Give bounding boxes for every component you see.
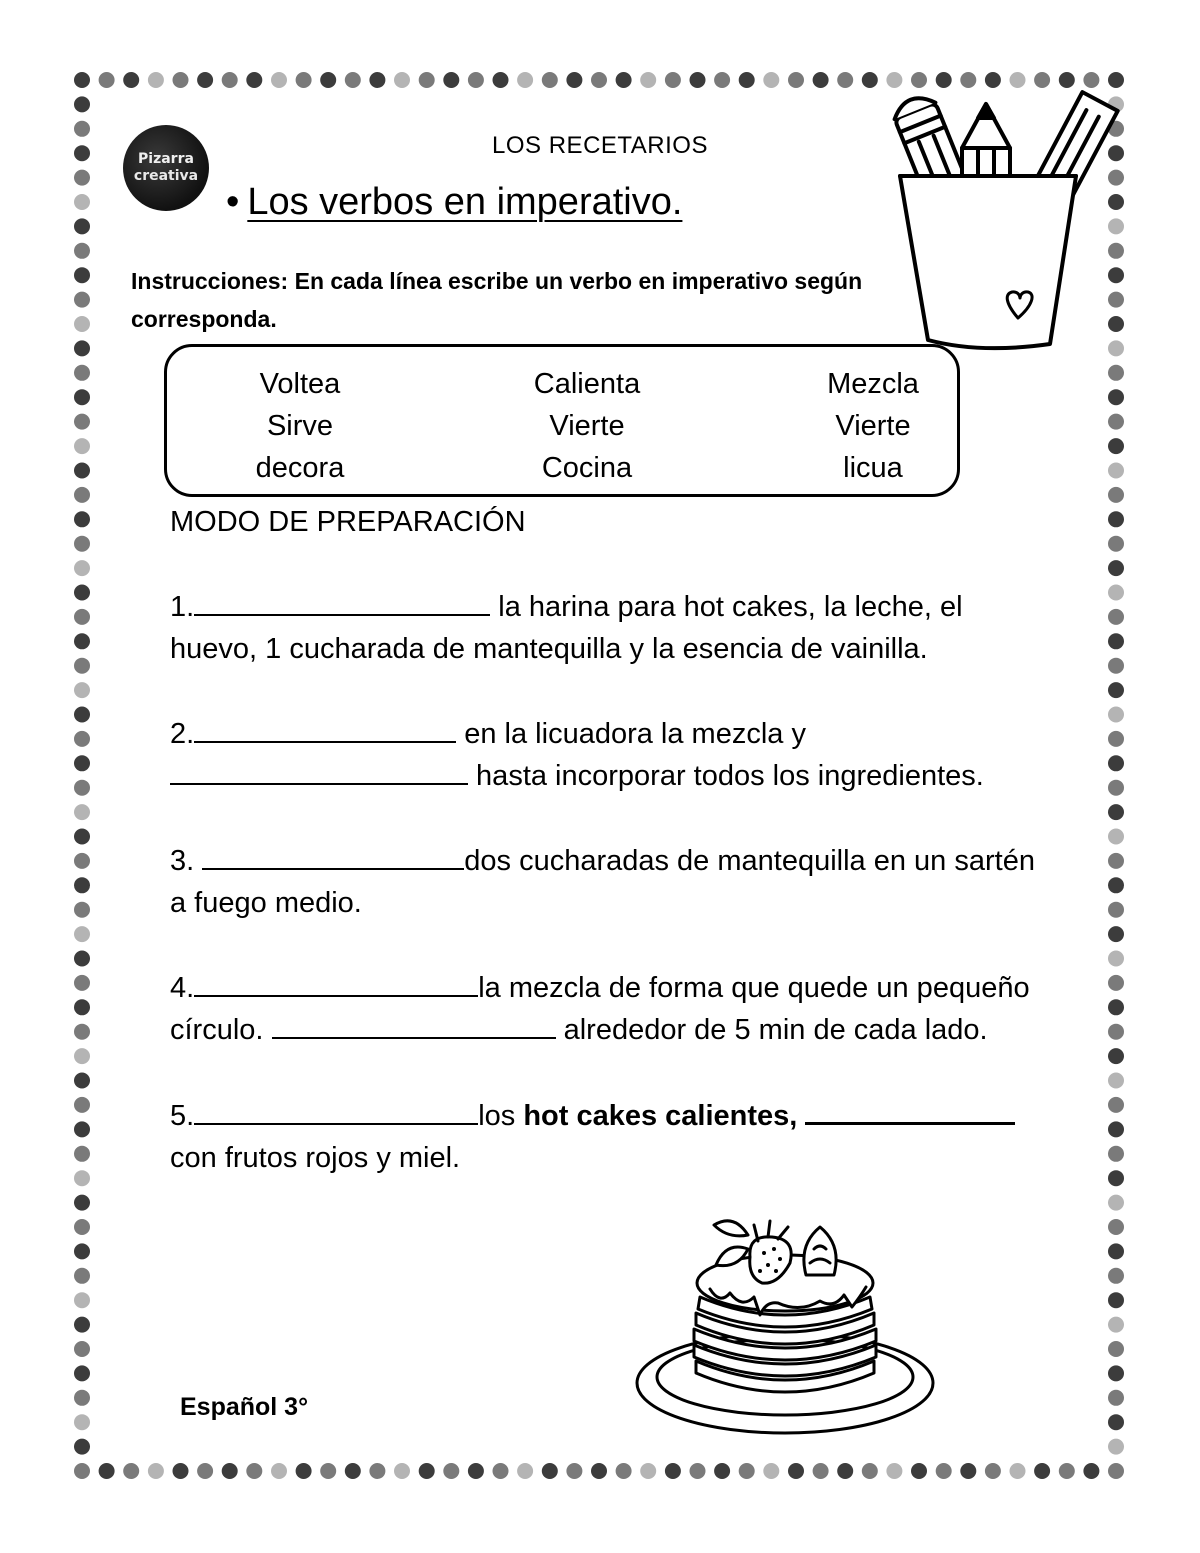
step-text: la mezcla de forma que quede un pequeño círculo. [170, 971, 1030, 1046]
frame-dot [74, 658, 90, 674]
frame-dot [1108, 829, 1124, 845]
frame-dot [1108, 487, 1124, 503]
frame-dot [74, 1390, 90, 1406]
frame-dot [1108, 1243, 1124, 1259]
frame-dot [1108, 438, 1124, 454]
frame-dot [74, 1121, 90, 1137]
answer-blank[interactable] [170, 755, 468, 785]
frame-dot [1108, 999, 1124, 1015]
frame-dot [763, 1463, 779, 1479]
frame-dot [74, 780, 90, 796]
page-header: LOS RECETARIOS [492, 132, 708, 159]
frame-dot [74, 218, 90, 234]
frame-dot [1059, 72, 1075, 88]
frame-dot [173, 1463, 189, 1479]
answer-blank[interactable] [202, 840, 464, 870]
verb-column-2 [487, 363, 687, 489]
frame-dot [1108, 877, 1124, 893]
frame-dot [837, 1463, 853, 1479]
frame-dot [886, 72, 902, 88]
frame-dot [1034, 1463, 1050, 1479]
frame-dot [74, 926, 90, 942]
step-number: 5. [170, 1099, 195, 1132]
verb-word: Vierte [835, 410, 911, 442]
frame-dot [1108, 72, 1124, 88]
frame-dot [197, 1463, 213, 1479]
step-text: dos cucharadas de mantequilla en un sartén a fuego medio. [170, 844, 1035, 919]
frame-dot [1108, 707, 1124, 723]
frame-dot [640, 72, 656, 88]
answer-blank[interactable] [805, 1094, 1015, 1125]
frame-dot [591, 72, 607, 88]
frame-dot [1108, 658, 1124, 674]
frame-dot [1108, 682, 1124, 698]
frame-dot [862, 72, 878, 88]
frame-dot [763, 72, 779, 88]
frame-dot [74, 975, 90, 991]
frame-dot [1108, 511, 1124, 527]
frame-dot [1108, 1390, 1124, 1406]
frame-dot [960, 72, 976, 88]
frame-dot [74, 414, 90, 430]
frame-dot [74, 389, 90, 405]
frame-dot [542, 1463, 558, 1479]
frame-dot [246, 72, 262, 88]
frame-dot [517, 72, 533, 88]
step-text-bold: hot cakes calientes, [523, 1099, 798, 1132]
frame-dot [1108, 536, 1124, 552]
frame-dot [1108, 1048, 1124, 1064]
frame-dot [493, 1463, 509, 1479]
verb-column-1 [200, 363, 400, 489]
answer-blank[interactable] [194, 967, 478, 997]
frame-dot [1010, 1463, 1026, 1479]
frame-dot [74, 1365, 90, 1381]
frame-dot [74, 340, 90, 356]
answer-blank[interactable] [194, 586, 490, 616]
frame-dot [1108, 1097, 1124, 1113]
logo-line2: creativa [133, 168, 199, 184]
frame-dot [886, 1463, 902, 1479]
frame-dot [739, 1463, 755, 1479]
frame-dot [1108, 1341, 1124, 1357]
frame-dot [665, 72, 681, 88]
verb-column-3 [773, 363, 973, 489]
frame-dot [1108, 1170, 1124, 1186]
frame-dot [74, 438, 90, 454]
verb-word: Cocina [541, 452, 633, 484]
frame-dot [74, 1048, 90, 1064]
frame-dot [74, 1317, 90, 1333]
frame-dot [665, 1463, 681, 1479]
frame-dot [74, 194, 90, 210]
step-3 [170, 840, 1050, 925]
frame-dot [394, 72, 410, 88]
frame-dot [1108, 975, 1124, 991]
step-text: con frutos rojos y miel. [170, 1142, 461, 1174]
frame-dot [74, 755, 90, 771]
frame-dot [1108, 1073, 1124, 1089]
instructions-text: En cada línea escribe un verbo en imperativo según corresponda. [131, 268, 863, 332]
frame-dot [74, 1463, 90, 1479]
frame-dot [320, 1463, 336, 1479]
frame-dot [1108, 1121, 1124, 1137]
frame-dot [1108, 755, 1124, 771]
frame-dot [74, 487, 90, 503]
frame-dot [813, 1463, 829, 1479]
frame-dot [74, 1170, 90, 1186]
frame-dot [1108, 1219, 1124, 1235]
frame-dot [443, 72, 459, 88]
frame-dot [197, 72, 213, 88]
frame-dot [1108, 609, 1124, 625]
frame-dot [74, 243, 90, 259]
frame-dot [714, 72, 730, 88]
frame-dot [985, 72, 1001, 88]
frame-dot [74, 536, 90, 552]
frame-dot [493, 72, 509, 88]
step-5 [170, 1094, 1050, 1180]
frame-dot [74, 1146, 90, 1162]
title-text: Los verbos en imperativo. [247, 181, 683, 223]
frame-dot [1108, 1195, 1124, 1211]
preparation-section [170, 501, 1050, 1222]
frame-dot [468, 72, 484, 88]
pancake-stack-illustration [630, 1205, 940, 1440]
frame-dot [1083, 72, 1099, 88]
frame-dot [74, 1219, 90, 1235]
frame-dot [369, 1463, 385, 1479]
frame-dot [1059, 1463, 1075, 1479]
frame-dot [1108, 1414, 1124, 1430]
step-number: 1. [170, 590, 195, 623]
frame-dot [320, 72, 336, 88]
frame-dot [542, 72, 558, 88]
frame-dot [394, 1463, 410, 1479]
frame-dot [271, 72, 287, 88]
frame-dot [74, 804, 90, 820]
frame-dot [74, 585, 90, 601]
step-text: en la licuadora la mezcla y [456, 717, 806, 750]
frame-dot [74, 1414, 90, 1430]
frame-dot [1108, 365, 1124, 381]
frame-dot [271, 1463, 287, 1479]
frame-dot [1108, 902, 1124, 918]
frame-dot [1108, 1365, 1124, 1381]
frame-dot [616, 1463, 632, 1479]
frame-dot [74, 1024, 90, 1040]
frame-dot [1108, 560, 1124, 576]
frame-dot [148, 1463, 164, 1479]
frame-dot [99, 72, 115, 88]
frame-dot [1108, 853, 1124, 869]
frame-dot [74, 72, 90, 88]
step-1 [170, 586, 1050, 671]
frame-dot [690, 1463, 706, 1479]
frame-dot [936, 72, 952, 88]
step-number: 3. [170, 844, 203, 877]
frame-dot [74, 1292, 90, 1308]
frame-dot [911, 72, 927, 88]
frame-dot [74, 633, 90, 649]
frame-dot [591, 1463, 607, 1479]
verb-word: decora [255, 452, 345, 484]
frame-dot [813, 72, 829, 88]
frame-dot [296, 1463, 312, 1479]
frame-dot [837, 72, 853, 88]
frame-dot [1034, 72, 1050, 88]
subject-footer: Español 3° [180, 1393, 309, 1421]
frame-dot [74, 853, 90, 869]
frame-dot [74, 951, 90, 967]
frame-dot [123, 72, 139, 88]
answer-blank[interactable] [272, 1009, 556, 1039]
frame-dot [99, 1463, 115, 1479]
frame-dot [246, 1463, 262, 1479]
page-title [226, 178, 682, 226]
frame-dot [74, 365, 90, 381]
frame-dot [1108, 1439, 1124, 1455]
frame-dot [123, 1463, 139, 1479]
answer-blank[interactable] [194, 713, 456, 743]
step-text: los [478, 1099, 524, 1132]
frame-dot [74, 463, 90, 479]
frame-dot [74, 316, 90, 332]
frame-dot [788, 1463, 804, 1479]
frame-dot [74, 96, 90, 112]
frame-dot [74, 902, 90, 918]
frame-dot [1108, 804, 1124, 820]
frame-dot [739, 72, 755, 88]
frame-dot [1108, 1024, 1124, 1040]
frame-dot [345, 1463, 361, 1479]
frame-dot [419, 72, 435, 88]
preparation-title: MODO DE PREPARACIÓN [170, 506, 526, 538]
verb-word: Voltea [259, 368, 341, 400]
step-number: 2. [170, 717, 195, 750]
frame-dot [74, 1341, 90, 1357]
frame-dot [148, 72, 164, 88]
step-number: 4. [170, 971, 195, 1004]
frame-dot [222, 1463, 238, 1479]
frame-dot [1108, 585, 1124, 601]
step-text [797, 1100, 805, 1132]
verb-word: licua [843, 452, 903, 484]
frame-dot [517, 1463, 533, 1479]
frame-dot [345, 72, 361, 88]
frame-dot [1108, 463, 1124, 479]
frame-dot [468, 1463, 484, 1479]
frame-dot [74, 1268, 90, 1284]
instructions [131, 262, 911, 338]
frame-dot [911, 1463, 927, 1479]
frame-dot [74, 170, 90, 186]
frame-dot [1108, 1292, 1124, 1308]
frame-dot [74, 731, 90, 747]
frame-dot [74, 1073, 90, 1089]
logo-line1: Pizarra [138, 151, 194, 167]
frame-dot [74, 1097, 90, 1113]
step-text: alrededor de 5 min de cada lado. [555, 1014, 988, 1046]
frame-dot [616, 72, 632, 88]
frame-dot [74, 877, 90, 893]
frame-dot [1108, 1463, 1124, 1479]
frame-dot [1108, 389, 1124, 405]
frame-dot [74, 707, 90, 723]
frame-dot [173, 72, 189, 88]
frame-dot [443, 1463, 459, 1479]
frame-dot [1108, 414, 1124, 430]
frame-dot [74, 1195, 90, 1211]
frame-dot [1108, 1268, 1124, 1284]
frame-dot [1083, 1463, 1099, 1479]
step-text: hasta incorporar todos los ingredientes. [468, 760, 984, 792]
frame-dot [74, 682, 90, 698]
frame-dot [1010, 72, 1026, 88]
verb-word: Vierte [549, 410, 625, 442]
verb-bank-box [164, 344, 960, 497]
frame-dot [1108, 780, 1124, 796]
frame-dot [419, 1463, 435, 1479]
frame-dot [74, 560, 90, 576]
frame-dot [296, 72, 312, 88]
frame-dot [960, 1463, 976, 1479]
pencil-cup-illustration [880, 88, 1120, 358]
frame-dot [369, 72, 385, 88]
frame-dot [566, 72, 582, 88]
frame-dot [714, 1463, 730, 1479]
frame-dot [74, 609, 90, 625]
frame-dot [566, 1463, 582, 1479]
verb-word: Mezcla [827, 368, 919, 400]
verb-word: Sirve [266, 410, 334, 442]
title-bullet: • [226, 181, 240, 223]
frame-dot [74, 1439, 90, 1455]
step-text: la harina para hot cakes, la leche, el huevo, 1 cucharada de mantequilla y la esencia de vainilla. [170, 590, 963, 665]
frame-dot [74, 829, 90, 845]
step-2 [170, 713, 1050, 798]
frame-dot [1108, 1146, 1124, 1162]
instructions-lead: Instrucciones: [131, 268, 289, 294]
frame-dot [690, 72, 706, 88]
frame-dot [74, 999, 90, 1015]
step-4 [170, 967, 1050, 1052]
frame-dot [1108, 731, 1124, 747]
frame-dot [74, 1243, 90, 1259]
frame-dot [985, 1463, 1001, 1479]
frame-dot [788, 72, 804, 88]
frame-dot [1108, 1317, 1124, 1333]
frame-dot [74, 511, 90, 527]
frame-dot [862, 1463, 878, 1479]
frame-dot [1108, 951, 1124, 967]
frame-dot [74, 292, 90, 308]
answer-blank[interactable] [194, 1095, 478, 1125]
frame-dot [1108, 926, 1124, 942]
verb-word: Calienta [533, 368, 641, 400]
frame-dot [640, 1463, 656, 1479]
frame-dot [74, 267, 90, 283]
frame-dot [936, 1463, 952, 1479]
frame-dot [222, 72, 238, 88]
frame-dot [1108, 633, 1124, 649]
